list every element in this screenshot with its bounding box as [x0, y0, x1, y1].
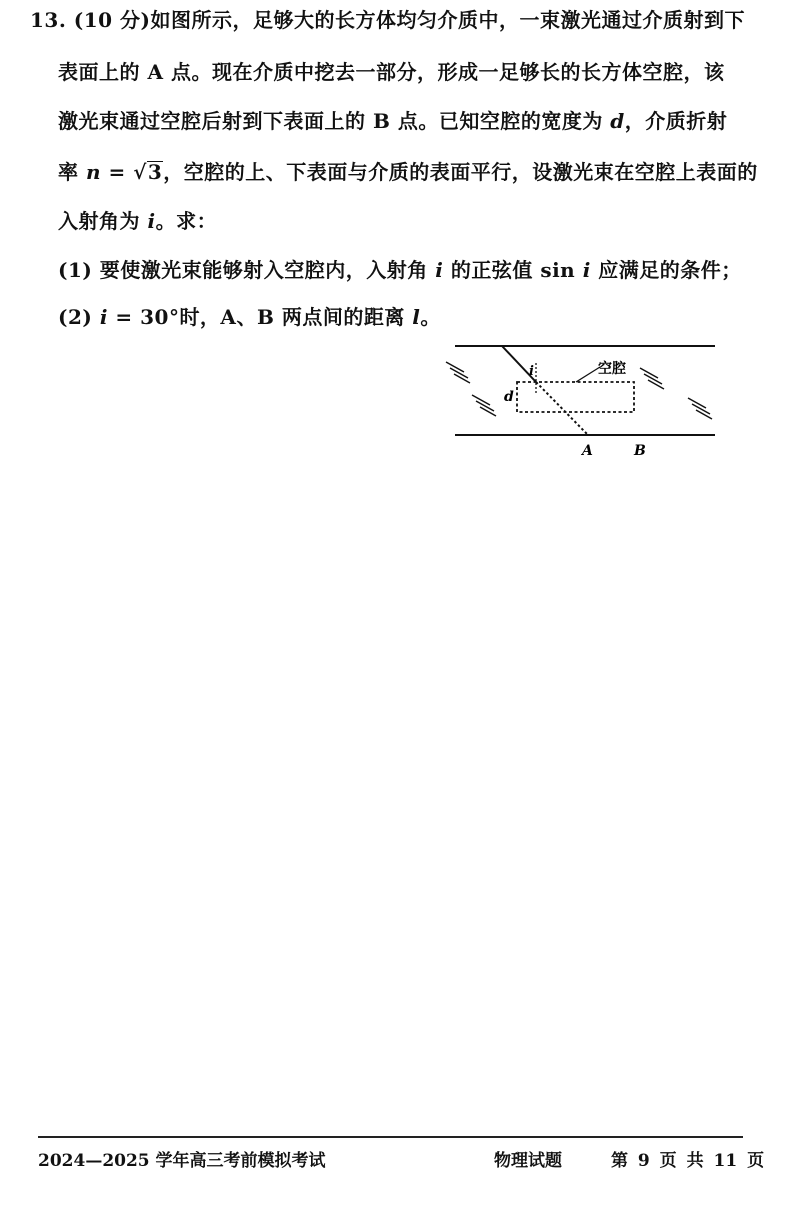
- footer-divider: [38, 1136, 743, 1138]
- label-cavity: 空腔: [598, 361, 626, 377]
- question-line-4: 率 n = √3，空腔的上、下表面与介质的表面平行，设激光束在空腔上表面的: [58, 160, 758, 184]
- question-line-2: 表面上的 A 点。现在介质中挖去一部分，形成一足够长的长方体空腔，该: [58, 60, 725, 84]
- question-line-5: 入射角为 i。求：: [58, 209, 218, 233]
- label-point-A: A: [582, 443, 593, 459]
- question-part-1: (1) 要使激光束能够射入空腔内，入射角 i 的正弦值 sin i 应满足的条件；: [58, 258, 742, 282]
- footer-exam-title: 2024—2025 学年高三考前模拟考试: [38, 1151, 326, 1171]
- cavity-rect: [517, 382, 634, 412]
- question-line-3: 激光束通过空腔后射到下表面上的 B 点。已知空腔的宽度为 d，介质折射: [58, 109, 728, 133]
- label-width-d: d: [504, 389, 514, 405]
- question-number-score: 13. (10 分): [30, 8, 151, 32]
- cavity-leader-line: [576, 367, 600, 382]
- hatch-marks: [446, 362, 712, 419]
- variable-n: n: [85, 160, 102, 184]
- question-line-1: 13. (10 分)如图所示，足够大的长方体均匀介质中，一束激光通过介质射到下: [30, 8, 745, 32]
- sqrt-radicand: 3: [147, 160, 163, 184]
- optics-diagram-svg: [440, 335, 730, 465]
- label-angle-i: i: [529, 364, 534, 379]
- label-point-B: B: [634, 443, 646, 459]
- footer-subject: 物理试题: [494, 1151, 562, 1171]
- question-part-2: (2) i = 30°时，A、B 两点间的距离 l。: [58, 305, 441, 329]
- optics-diagram: [440, 335, 730, 465]
- footer-page-number: 第 9 页 共 11 页: [611, 1151, 765, 1171]
- laser-beam-original-path: [536, 382, 588, 435]
- variable-i: i: [147, 209, 156, 233]
- variable-d: d: [610, 109, 625, 133]
- sqrt-symbol: √: [133, 160, 147, 184]
